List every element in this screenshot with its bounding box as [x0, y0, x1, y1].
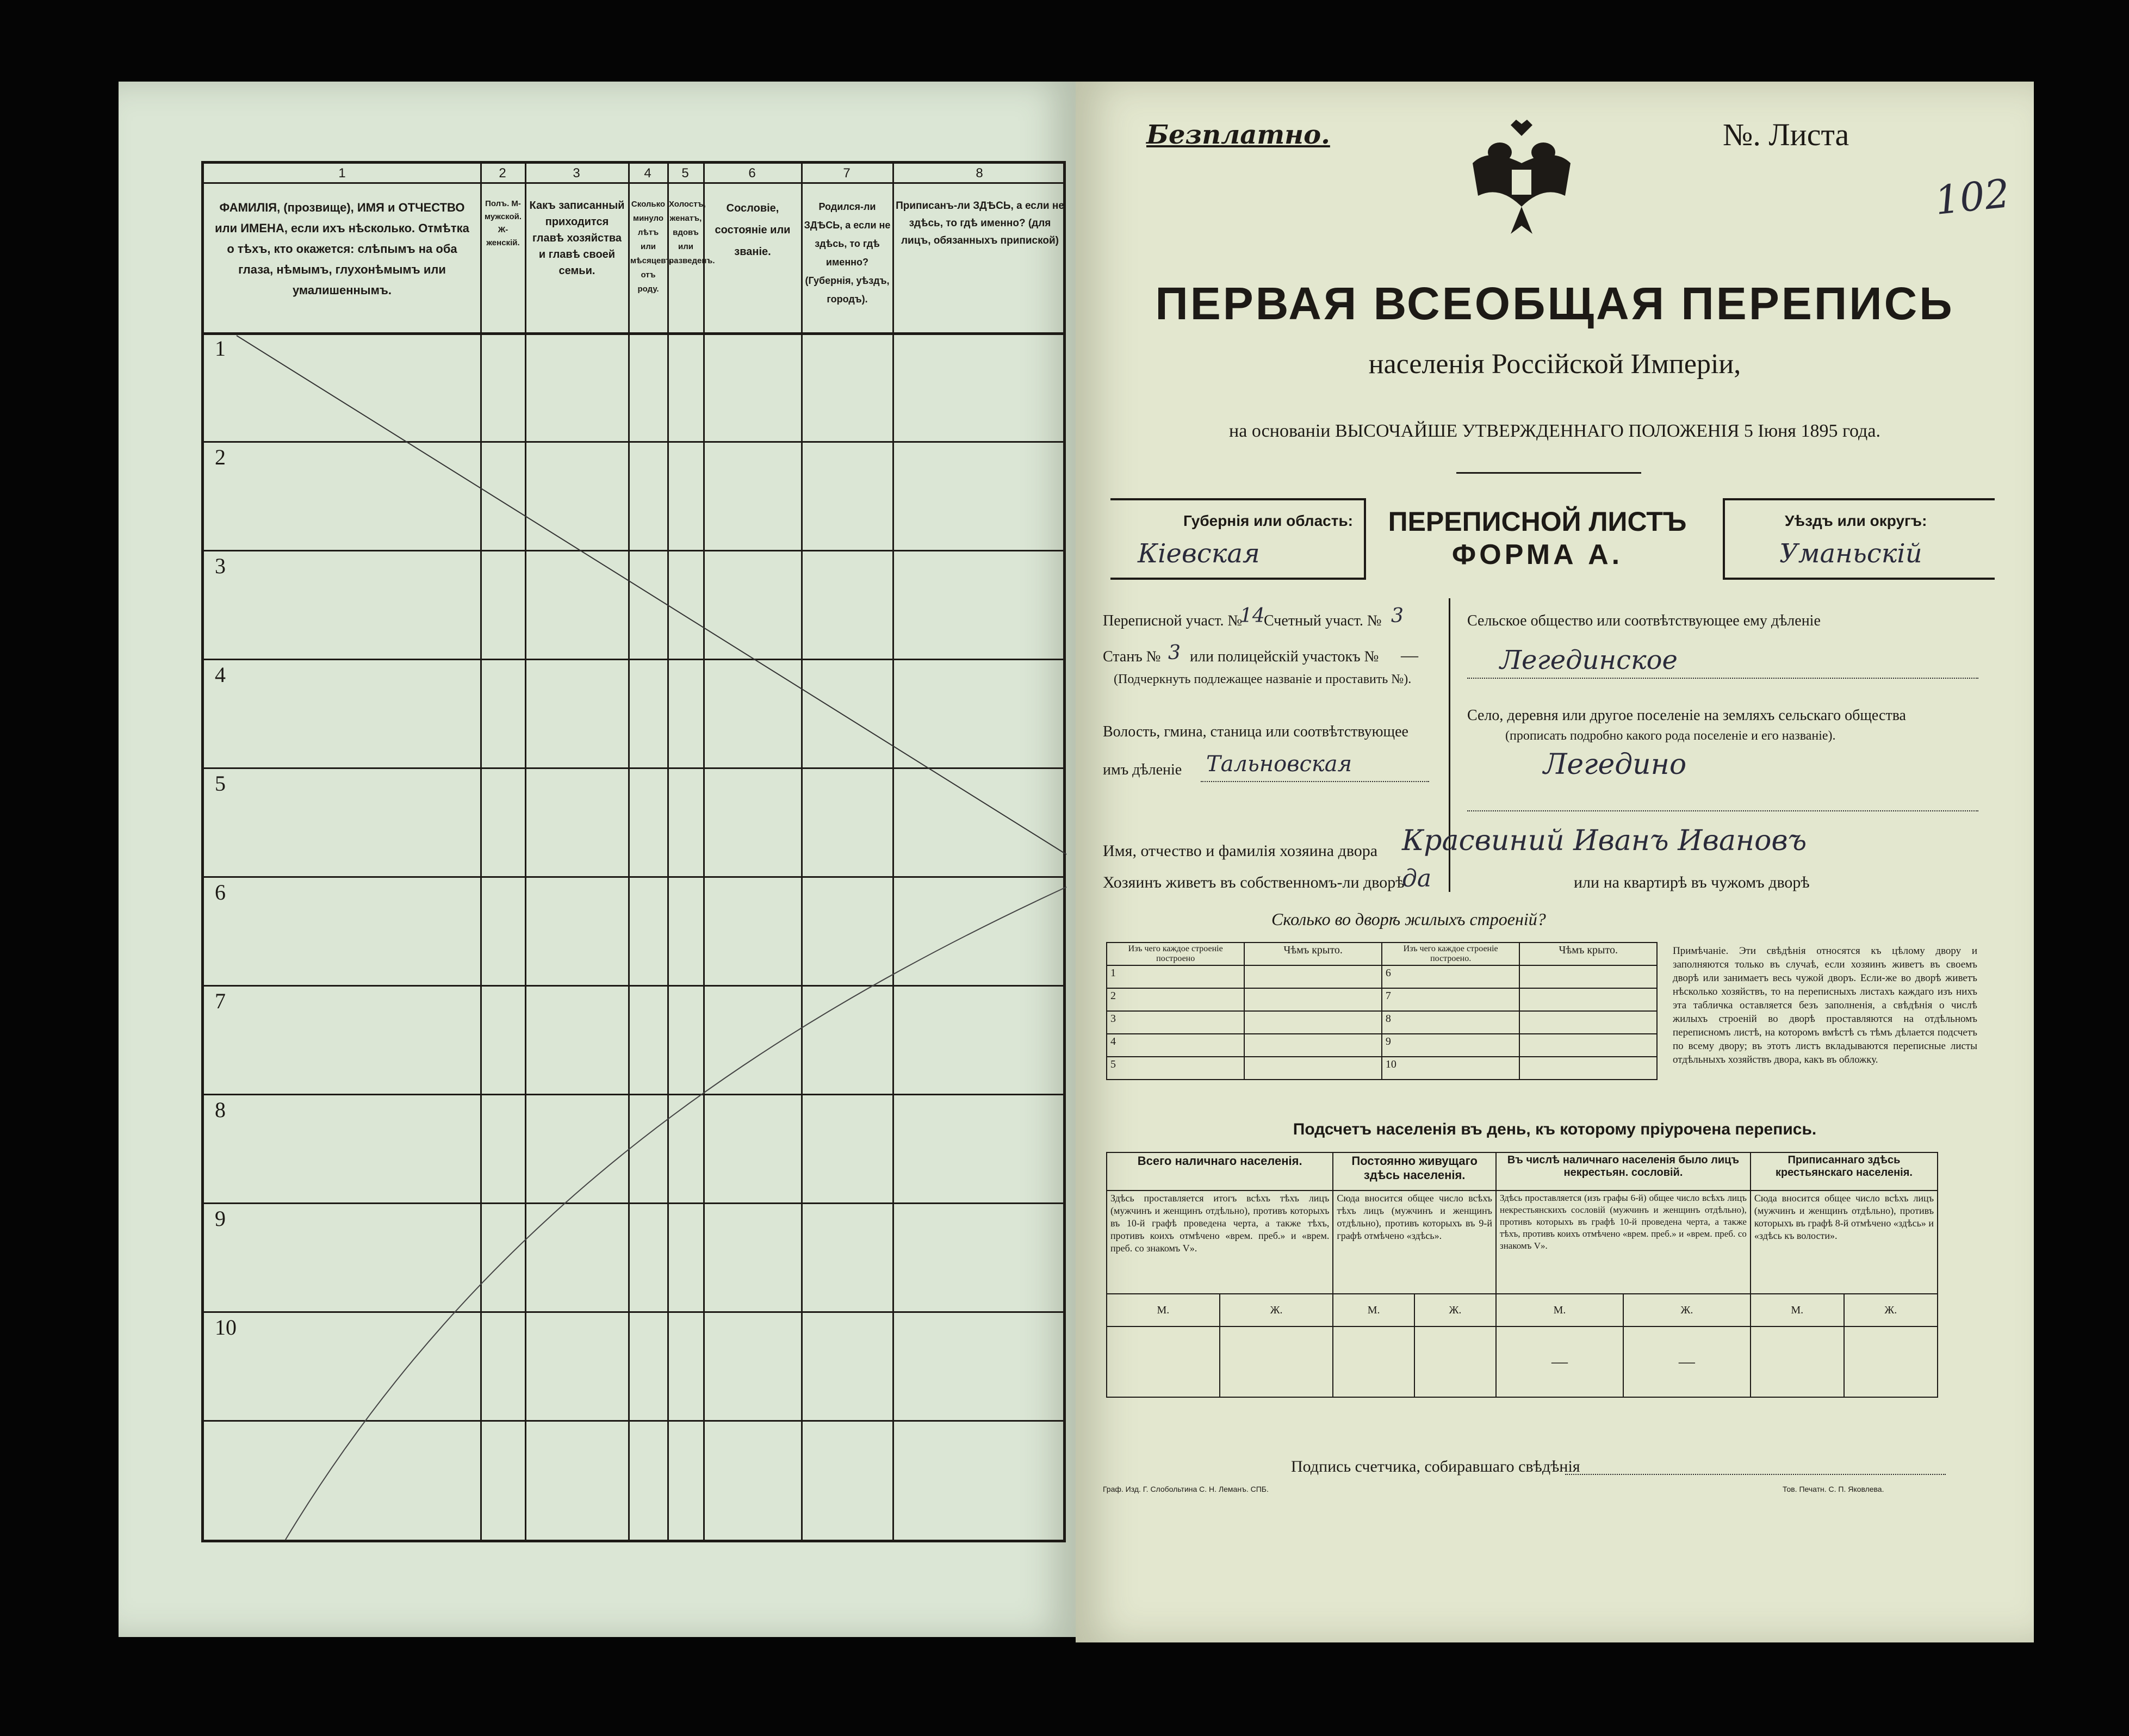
page-title: ПЕРВАЯ ВСЕОБЩАЯ ПЕРЕПИСЬ: [1155, 278, 1954, 329]
row-number: 8: [215, 1098, 226, 1122]
count-col-head: Въ числѣ наличнаго населенія было лицъ некрестьян. сословій.: [1496, 1152, 1751, 1191]
double-headed-eagle-icon: [1456, 114, 1587, 245]
uezd-value[interactable]: Уманьскій: [1779, 538, 1922, 569]
row-number: 9: [215, 1206, 226, 1231]
column-number: 8: [976, 166, 983, 181]
owner-label: Имя, отчество и фамилія хозяина двора: [1103, 842, 1378, 860]
column-number: 6: [748, 166, 756, 181]
count-col-head: Постоянно живущаго здѣсь населенія.: [1333, 1152, 1496, 1191]
row-number: 6: [215, 880, 226, 904]
column-header-birthplace: Родился-ли ЗДѢСЬ, а если не здѣсь, то гдѣ именно? (Губернія, уѣздъ, городъ).: [804, 201, 891, 305]
sheet-number-value: 102: [1932, 170, 2012, 224]
female-label: Ж.: [1844, 1294, 1938, 1326]
buildings-row-num: 6: [1382, 965, 1520, 988]
stan-label: Станъ №: [1103, 648, 1161, 665]
count-col-head: Всего наличнаго населенія.: [1107, 1152, 1333, 1191]
count-cell[interactable]: [1107, 1326, 1220, 1397]
police-label: или полицейскій участокъ №: [1190, 648, 1379, 665]
volost-label: Волость, гмина, станица или соотвѣтствующее: [1103, 723, 1408, 740]
sheet-number-label: №. Листа: [1723, 117, 1849, 152]
buildings-cell[interactable]: [1244, 988, 1382, 1011]
buildings-cell[interactable]: [1519, 988, 1657, 1011]
signature-label: Подпись счетчика, собиравшаго свѣдѣнія: [1291, 1458, 1580, 1475]
column-header-age: Сколько минуло лѣтъ или мѣсяцевъ отъ роду.: [630, 200, 672, 294]
note-text: Примѣчаніе. Эти свѣдѣнія относятся къ цѣлому двору и заполняются только въ случаѣ, если хозяинъ живетъ въ своемъ дворѣ или занимаетъ весь чужой дворъ. Если-же во дворѣ живетъ нѣсколько хозяйствъ, то на переписныхъ листахъ каждаго изъ нихъ эта табличка оставляется безъ заполненія, а свѣдѣнія о числѣ жилыхъ строеній во дворѣ проставляются на отдѣльномъ переписномъ листѣ, на которомъ вмѣстѣ съ тѣмъ дѣлается подсчетъ по всему двору; въ этотъ листъ вкладываются переписные листы отдѣльныхъ хозяйствъ двора, какъ въ обложку.: [1673, 945, 1977, 1065]
signature-line[interactable]: [1565, 1474, 1946, 1475]
count-col-desc: Здѣсь проставляется (изъ графы 6-й) общее число всѣхъ лицъ некрестьянскихъ сословій (мужчинъ и женщинъ отдѣльно), противъ которыхъ въ графѣ 10-й проведена черта, а также тѣхъ, противъ коихъ отмѣчено «врем. преб.» и «врем. преб. со знакомъ V».: [1496, 1191, 1751, 1294]
population-count-table: [1106, 1152, 1938, 1398]
buildings-cell[interactable]: [1244, 965, 1382, 988]
volost-underline: [1201, 781, 1429, 782]
schet-value[interactable]: 3: [1391, 605, 1404, 627]
column-number: 4: [644, 166, 651, 181]
schet-label: Счетный участ. №: [1264, 612, 1382, 629]
male-label: М.: [1496, 1294, 1623, 1326]
column-header-sex: Полъ. М-мужской. Ж-женскій.: [484, 199, 522, 247]
buildings-col-head: Изъ чего каждое строеніе построено.: [1382, 943, 1520, 965]
underline-note: (Подчеркнуть подлежащее названіе и проставить №).: [1114, 672, 1412, 686]
buildings-cell[interactable]: [1519, 965, 1657, 988]
police-value[interactable]: —: [1401, 645, 1418, 665]
volost-label-2: имъ дѣленіе: [1103, 761, 1182, 778]
buildings-row-num: 9: [1382, 1034, 1520, 1057]
column-number: 3: [573, 166, 580, 181]
count-cell[interactable]: [1414, 1326, 1496, 1397]
legal-basis: на основаніи ВЫСОЧАЙШЕ УТВЕРЖДЕННАГО ПОЛОЖЕНІЯ 5 Іюня 1895 года.: [1229, 421, 1880, 441]
form-title: ПЕРЕПИСНОЙ ЛИСТЪ: [1388, 506, 1687, 537]
column-number: 1: [338, 166, 346, 181]
count-col-desc: Здѣсь проставляется итогъ всѣхъ тѣхъ лицъ (мужчинъ и женщинъ отдѣльно), противъ которыхъ въ 10-й графѣ проведена черта, а также тѣхъ, противъ коихъ отмѣчено «врем. преб.» и «врем. преб. со знакомъ V».: [1107, 1191, 1333, 1294]
column-number: 5: [681, 166, 689, 181]
column-number: 2: [499, 166, 506, 181]
male-label: М.: [1751, 1294, 1844, 1326]
selo-label: Село, деревня или другое поселеніе на земляхъ сельскаго общества: [1467, 707, 1906, 724]
row-number: 5: [215, 771, 226, 796]
buildings-row-num: 5: [1107, 1057, 1244, 1080]
selskoe-value[interactable]: Легединское: [1500, 645, 1678, 675]
count-cell[interactable]: [1844, 1326, 1938, 1397]
count-title: Подсчетъ населенія въ день, къ которому пріурочена перепись.: [1293, 1120, 1817, 1138]
count-col-head: Приписаннаго здѣсь крестьянскаго населенія.: [1751, 1152, 1938, 1191]
buildings-cell[interactable]: [1519, 1034, 1657, 1057]
page-subtitle: населенія Россійской Имперіи,: [1368, 349, 1741, 380]
ornament-divider: [1456, 472, 1641, 474]
buildings-cell[interactable]: [1519, 1057, 1657, 1080]
uchast-value[interactable]: 14: [1240, 605, 1265, 627]
selo-underline: [1467, 810, 1978, 811]
row-number: 10: [215, 1315, 237, 1340]
count-cell[interactable]: [1220, 1326, 1333, 1397]
buildings-row-num: 4: [1107, 1034, 1244, 1057]
column-header-marital: Холостъ, женатъ, вдовъ или разведенъ.: [669, 200, 715, 265]
census-table: [201, 161, 1066, 1542]
footer-printer-left: Граф. Изд. Г. Слобольтина С. Н. Леманъ. СПБ.: [1103, 1485, 1269, 1493]
buildings-row-num: 8: [1382, 1011, 1520, 1034]
buildings-col-head: Чѣмъ крыто.: [1519, 943, 1657, 965]
selo-value[interactable]: Легедино: [1543, 748, 1687, 781]
uezd-box: [1723, 498, 1995, 580]
column-header-name: ФАМИЛІЯ, (прозвище), ИМЯ и ОТЧЕСТВО или ИМЕНА, если ихъ нѣсколько. Отмѣтка о тѣхъ, кто окажется: слѣпымъ на оба глаза, нѣмымъ, глухонѣмымъ или умалишеннымъ.: [215, 201, 469, 297]
count-cell[interactable]: [1333, 1326, 1414, 1397]
form-subtitle: ФОРМА А.: [1451, 539, 1623, 571]
selo-note: (прописать подробно какого рода поселеніе и его названіе).: [1505, 729, 1836, 743]
row-number: 7: [215, 989, 226, 1013]
row-number: 2: [215, 445, 226, 469]
count-cell[interactable]: —: [1496, 1326, 1623, 1397]
female-label: Ж.: [1623, 1294, 1751, 1326]
lives-value[interactable]: да: [1402, 865, 1432, 892]
buildings-row-num: 2: [1107, 988, 1244, 1011]
selskoe-label: Сельское общество или соотвѣтствующее ему дѣленіе: [1467, 612, 1821, 629]
row-number: 3: [215, 554, 226, 578]
buildings-col-head: Чѣмъ крыто.: [1244, 943, 1382, 965]
right-page: [1076, 82, 2034, 1642]
buildings-question: Сколько во дворѣ жилыхъ строеній?: [1271, 909, 1546, 929]
stan-value[interactable]: 3: [1168, 642, 1181, 664]
buildings-cell[interactable]: [1519, 1011, 1657, 1034]
column-header-relation: Какъ записанный приходится главѣ хозяйства и главѣ своей семьи.: [529, 200, 625, 277]
lives-label: Хозяинъ живетъ въ собственномъ-ли дворѣ: [1103, 873, 1405, 891]
buildings-cell[interactable]: [1244, 1034, 1382, 1057]
selskoe-underline: [1467, 678, 1978, 679]
buildings-row-num: 1: [1107, 965, 1244, 988]
column-header-registered: Приписанъ-ли ЗДѢСЬ, а если не здѣсь, то гдѣ именно? (для лицъ, обязанныхъ припиской): [896, 200, 1064, 246]
gubernia-value[interactable]: Кіевская: [1138, 538, 1260, 569]
gubernia-label: Губернія или область:: [1183, 512, 1353, 529]
uchast-label: Переписной участ. №: [1103, 612, 1243, 629]
count-cell[interactable]: [1751, 1326, 1844, 1397]
buildings-col-head: Изъ чего каждое строеніе построено: [1107, 943, 1244, 965]
row-number: 4: [215, 662, 226, 687]
buildings-row-num: 3: [1107, 1011, 1244, 1034]
column-number: 7: [843, 166, 851, 181]
count-col-desc: Сюда вносится общее число всѣхъ лицъ (мужчинъ и женщинъ отдѣльно), противъ которыхъ въ графѣ 8-й отмѣчено «здѣсь» и «здѣсь къ волости».: [1751, 1191, 1938, 1294]
free-label: Безплатно.: [1146, 120, 1330, 150]
female-label: Ж.: [1220, 1294, 1333, 1326]
cross-out-lines: [204, 164, 1069, 1545]
count-col-desc: Сюда вносится общее число всѣхъ тѣхъ лицъ (мужчинъ и женщинъ отдѣльно), противъ которыхъ въ 9-й графѣ отмѣчено «здѣсь».: [1333, 1191, 1496, 1294]
buildings-cell[interactable]: [1244, 1057, 1382, 1080]
column-header-estate: Сословіе, состояніе или званіе.: [715, 202, 791, 258]
footer-printer-right: Тов. Печатн. С. П. Яковлева.: [1783, 1485, 1884, 1493]
gubernia-box: [1110, 498, 1366, 580]
buildings-cell[interactable]: [1244, 1011, 1382, 1034]
left-page: [119, 82, 1076, 1637]
male-label: М.: [1333, 1294, 1414, 1326]
count-cell[interactable]: —: [1623, 1326, 1751, 1397]
buildings-table: [1106, 942, 1658, 1080]
lives-label-2: или на квартирѣ въ чужомъ дворѣ: [1574, 873, 1810, 891]
uezd-label: Уѣздъ или округъ:: [1785, 512, 1927, 529]
buildings-row-num: 10: [1382, 1057, 1520, 1080]
female-label: Ж.: [1414, 1294, 1496, 1326]
volost-value[interactable]: Тальновская: [1206, 752, 1352, 777]
owner-value[interactable]: Красвиний Иванъ Ивановъ: [1402, 824, 1807, 857]
buildings-row-num: 7: [1382, 988, 1520, 1011]
male-label: М.: [1107, 1294, 1220, 1326]
row-number: 1: [215, 336, 226, 361]
